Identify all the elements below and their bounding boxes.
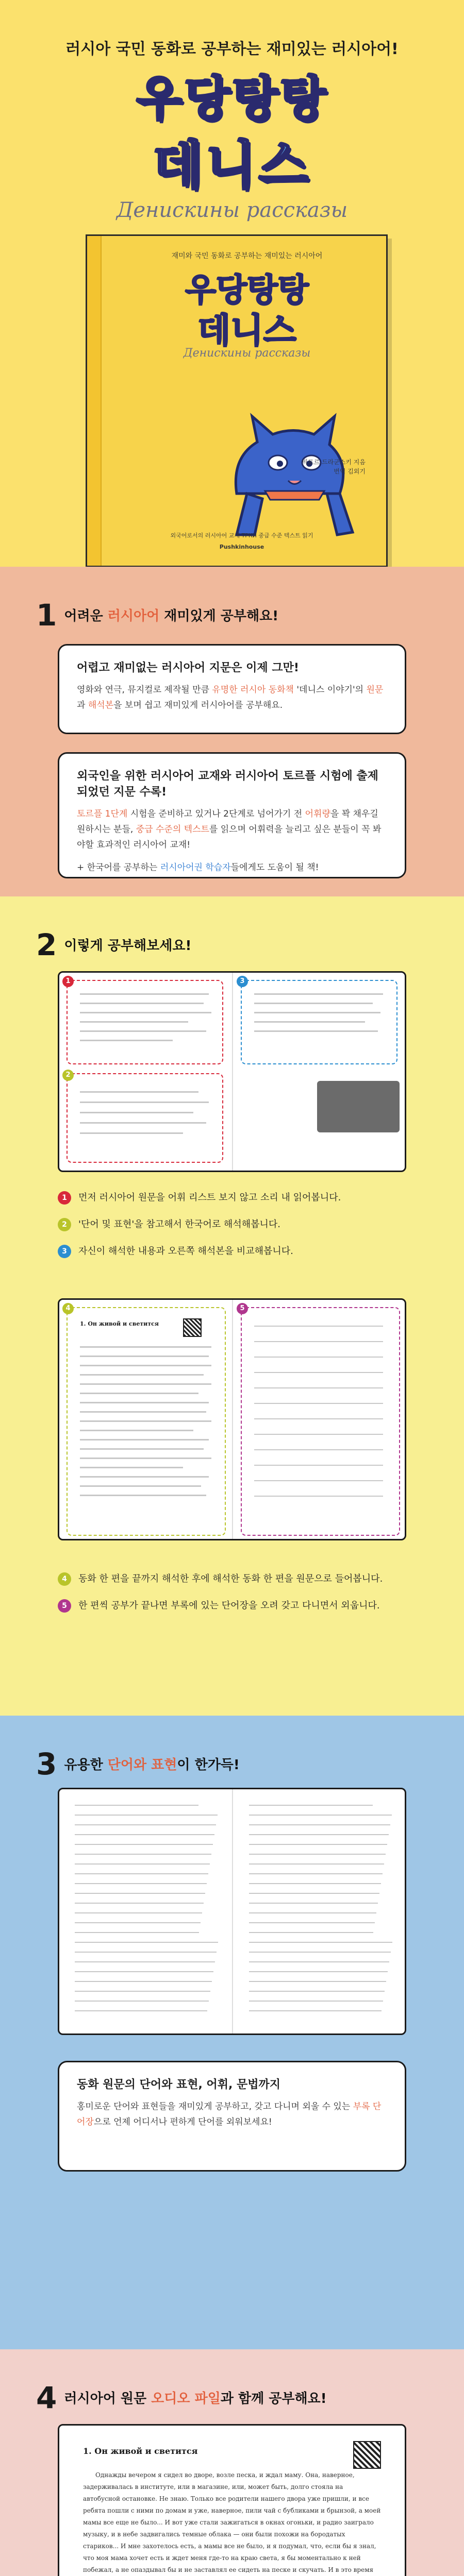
step-marker: 2 [62, 1070, 74, 1081]
vocab-row-line [75, 1981, 212, 1982]
vocab-row-line [249, 1854, 386, 1855]
step-text: 자신이 해석한 내용과 오른쪽 해석본을 비교해봅니다. [78, 1246, 293, 1257]
book-credits [302, 457, 366, 476]
table-rule [254, 1372, 383, 1373]
text-line [80, 1091, 198, 1093]
text-line [80, 1355, 209, 1357]
book-footer-text: 외국어로서의 러시아어 교재 ТРКИ 중급 수준 텍스트 읽기 [170, 532, 313, 539]
text-line [80, 1112, 193, 1113]
vocab-row-line [249, 1912, 376, 1913]
text-line [254, 1012, 380, 1013]
section-2-heading [36, 927, 191, 962]
table-rule [254, 1326, 383, 1327]
heading-highlight: 단어와 표현 [107, 1757, 177, 1773]
text-line [80, 1393, 198, 1394]
text-line [80, 1040, 173, 1041]
text-line [80, 1476, 209, 1478]
text-line [80, 1346, 211, 1348]
section-number: 2 [36, 927, 57, 962]
text-line [80, 1485, 201, 1487]
table-rule [254, 1449, 383, 1450]
vocab-row-line [75, 1805, 198, 1806]
text-line [80, 1021, 188, 1023]
vocab-row-line [249, 1883, 381, 1884]
page-gutter [232, 1789, 233, 2033]
page-gutter [232, 973, 233, 1171]
book-subtitle-ru: Денискины рассказы [183, 347, 311, 360]
step-number: 4 [58, 1572, 71, 1586]
section-4-heading [36, 2380, 327, 2415]
card-title: 어렵고 재미없는 러시아어 지문은 이제 그만! [77, 662, 299, 674]
text-line [80, 1122, 206, 1124]
hero-tagline: 러시아 국민 동화로 공부하는 재미있는 러시아어! [65, 40, 399, 58]
info-card [58, 644, 406, 734]
heading-text: 러시아어 원문 [64, 2391, 152, 2406]
section-number: 3 [36, 1747, 57, 1782]
section-3 [0, 1716, 464, 2349]
section-3-heading [36, 1747, 240, 1782]
vocab-row-line [75, 2010, 207, 2011]
text-line [80, 1030, 206, 1032]
book-publisher: Pushkinhouse [219, 544, 264, 550]
table-rule [254, 1465, 383, 1466]
section-number: 4 [36, 2380, 57, 2415]
heading-text: 유용한 [64, 1757, 108, 1773]
section-2 [0, 896, 464, 1716]
vocab-row-line [75, 1952, 217, 1953]
table-rule [254, 1434, 383, 1435]
steps-list [58, 1571, 406, 1625]
vocab-row-line [249, 2010, 382, 2011]
heading-text: 과 함께 공부해요! [220, 2391, 327, 2406]
heading-text: 이 한가득! [177, 1757, 240, 1773]
text-line [80, 993, 209, 995]
vocab-row-line [75, 1834, 214, 1835]
book-title-line2: 데니스 [197, 311, 296, 350]
audio-sample-page [58, 2424, 406, 2576]
step-text: 먼저 러시아어 원문을 어휘 리스트 보지 않고 소리 내 읽어봅니다. [78, 1192, 341, 1203]
section-1-heading [36, 598, 278, 633]
steps-list [58, 1190, 406, 1270]
step-marker: 1 [62, 976, 74, 987]
section-1 [0, 567, 464, 896]
text-line [80, 1003, 204, 1004]
vocab-row-line [75, 1932, 199, 1933]
text-line [254, 1021, 365, 1023]
vocab-row-line [75, 1844, 213, 1845]
step-item [58, 1244, 406, 1259]
vocab-row-line [249, 1805, 373, 1806]
page-chapter-title: 1. Он живой и светится [83, 2446, 198, 2456]
card-title: 동화 원문의 단어와 표현, 어휘, 문법까지 [77, 2078, 281, 2091]
book-spread-sample [58, 971, 406, 1172]
book-author: 빅토르 드라군스키 지음 [302, 459, 366, 466]
vocab-row-line [249, 1971, 388, 1972]
vocab-row-line [75, 1863, 210, 1865]
hero-title-line1: 우당탕탕 [136, 71, 328, 126]
text-line [80, 1430, 193, 1431]
vocab-row-line [249, 1815, 392, 1816]
step-number: 3 [58, 1245, 71, 1258]
table-rule [254, 1341, 383, 1342]
vocab-row-line [75, 1991, 210, 1992]
highlight-box [67, 1073, 223, 1163]
text-line [80, 1467, 183, 1468]
step-item [58, 1217, 406, 1232]
vocab-row-line [75, 1873, 208, 1874]
vocab-row-line [249, 1942, 392, 1943]
hero-title-line2: 데니스 [153, 135, 311, 195]
step-marker: 3 [237, 976, 248, 987]
vocab-row-line [249, 2001, 383, 2002]
vocab-row-line [75, 1815, 218, 1816]
heading-highlight: 러시아어 [107, 608, 160, 624]
text-line [80, 1411, 206, 1413]
table-rule [254, 1403, 383, 1404]
step-number: 1 [58, 1191, 71, 1205]
book-spine [87, 236, 102, 566]
text-line [80, 1495, 206, 1496]
text-line [80, 1374, 204, 1376]
text-line [80, 1132, 183, 1134]
step-item [58, 1190, 406, 1206]
step-marker: 5 [237, 1303, 248, 1314]
vocab-row-line [249, 1893, 379, 1894]
vocab-row-line [75, 1824, 216, 1825]
page-text: Однажды вечером я сидел во дворе, возле песка, и ждал маму. Она, наверное, задерживалась в институте, или в магазине, или, может быть, долго стояла на автобусной остановке. Не знаю. Только все родители нашего двора уже пришли, и все ребята пошли с ними по домам и уже, наверное, пили чай с бубликами и брынзой, а моей мамы все еще не было... И вот уже стали зажигаться в окнах огоньки, и радио заиграло музыку, и в небе задвигались темные облака — они были похожи на бородатых стариков... И мне захотелось есть, а мамы все не было, и я подумал, что, если бы я знал, что моя мама хочет есть и ждет меня где-то на краю света, я бы моментально к ней побежал, а не опаздывал бы и не заставлял ее сидеть на песке и скучать. И в это время [83, 2471, 381, 2573]
vocab-row-line [249, 1844, 387, 1845]
table-rule [254, 1418, 383, 1419]
text-line [80, 1448, 204, 1450]
book-spread-sample [58, 1298, 406, 1540]
card-text: 영화와 연극, 뮤지컬로 제작될 만큼 유명한 러시아 동화책 '데니스 이야기'의 원문과 해석본을 보며 쉽고 재미있게 러시아어를 공부해요. [77, 685, 384, 710]
vocab-row-line [75, 1942, 218, 1943]
vocab-row-line [249, 1932, 373, 1933]
vocab-row-line [75, 1854, 211, 1855]
heading-text: 재미있게 공부해요! [159, 608, 279, 624]
text-line [254, 1003, 373, 1004]
vocab-row-line [75, 1893, 205, 1894]
book-translator: 번역 김외기 [334, 468, 366, 475]
info-card [58, 752, 406, 878]
card-title: 외국인을 위한 러시아어 교재와 러시아어 토르플 시험에 출제되었던 지문 수록! [77, 770, 378, 799]
card-text: 토르플 1단계 시험을 준비하고 있거나 2단계로 넘어가기 전 어휘량을 꽉 채우길 원하시는 분들, 중급 수준의 텍스트를 읽으며 어휘력을 늘리고 싶은 분들이 꼭 봐야할 효과적인 러시아어 교재! [77, 809, 382, 850]
table-rule [254, 1496, 383, 1497]
text-line [80, 1402, 209, 1403]
book-cover [86, 234, 388, 567]
book-footer [108, 531, 376, 550]
step-number: 5 [58, 1599, 71, 1613]
step-item [58, 1598, 406, 1614]
vocab-row-line [249, 1922, 375, 1923]
vocab-row-line [249, 1952, 391, 1953]
text-line [80, 1012, 211, 1013]
step-item [58, 1571, 406, 1587]
text-line [80, 1383, 211, 1385]
qr-code-icon[interactable] [353, 2441, 381, 2469]
vocab-row-line [75, 1922, 201, 1923]
vocab-row-line [75, 1971, 213, 1972]
text-line [80, 1420, 211, 1422]
vocab-row-line [75, 1961, 215, 1962]
vocab-row-line [249, 1834, 389, 1835]
heading-highlight: 오디오 파일 [151, 2391, 221, 2406]
book-title-line1: 우당탕탕 [185, 271, 309, 309]
info-box [317, 1081, 400, 1132]
qr-code-icon[interactable] [183, 1318, 202, 1337]
vocab-row-line [249, 1863, 384, 1865]
page-gutter [232, 1300, 233, 1539]
vocab-row-line [249, 1824, 390, 1825]
vocab-row-line [249, 1873, 383, 1874]
text-line [254, 993, 383, 995]
table-rule [254, 1387, 383, 1388]
card-text: + 한국어를 공부하는 러시아어권 학습자들에게도 도움이 될 책! [77, 862, 319, 873]
step-marker: 4 [62, 1303, 74, 1314]
vocab-row-line [75, 1912, 202, 1913]
vocabulary-spread [58, 1788, 406, 2035]
section-number: 1 [36, 598, 57, 633]
card-text: 홍미로운 단어와 표현들을 재미있게 공부하고, 갖고 다니며 외울 수 있는 부록 단어장으로 언제 어디서나 편하게 단어를 외워보세요! [77, 2102, 382, 2127]
step-text: '단어 및 표현'을 참고해서 한국어로 해석해봅니다. [78, 1219, 280, 1230]
vocab-row-line [75, 1883, 207, 1884]
heading-text: 어려운 [64, 608, 108, 624]
table-rule [254, 1480, 383, 1481]
text-line [80, 1365, 211, 1366]
vocab-row-line [249, 1903, 378, 1904]
text-line [80, 1101, 209, 1103]
text-line [80, 1458, 211, 1459]
step-number: 2 [58, 1218, 71, 1231]
vocab-row-line [249, 1991, 385, 1992]
book-tagline: 재미와 국민 동화로 공부하는 재미있는 러시아어 [171, 252, 323, 260]
text-line [254, 1030, 378, 1032]
chapter-title: 1. Он живой и светится [80, 1320, 159, 1327]
vocab-row-line [75, 1903, 204, 1904]
section-4 [0, 2349, 464, 2576]
step-text: 한 편씩 공부가 끝나면 부록에 있는 단어장을 오려 갖고 다니면서 외웁니다. [78, 1600, 380, 1611]
vocab-row-line [249, 1961, 389, 1962]
text-line [80, 1439, 209, 1440]
vocab-row-line [249, 1981, 386, 1982]
vocab-row-line [75, 2001, 209, 2002]
step-text: 동화 한 편을 끝까지 해석한 후에 해석한 동화 한 편을 원문으로 들어봅니다. [78, 1573, 383, 1584]
table-rule [254, 1357, 383, 1358]
hero-section [0, 0, 464, 567]
hero-subtitle-ru: Денискины рассказы [116, 198, 348, 222]
heading-text: 이렇게 공부해보세요! [64, 938, 192, 954]
info-card [58, 2061, 406, 2172]
